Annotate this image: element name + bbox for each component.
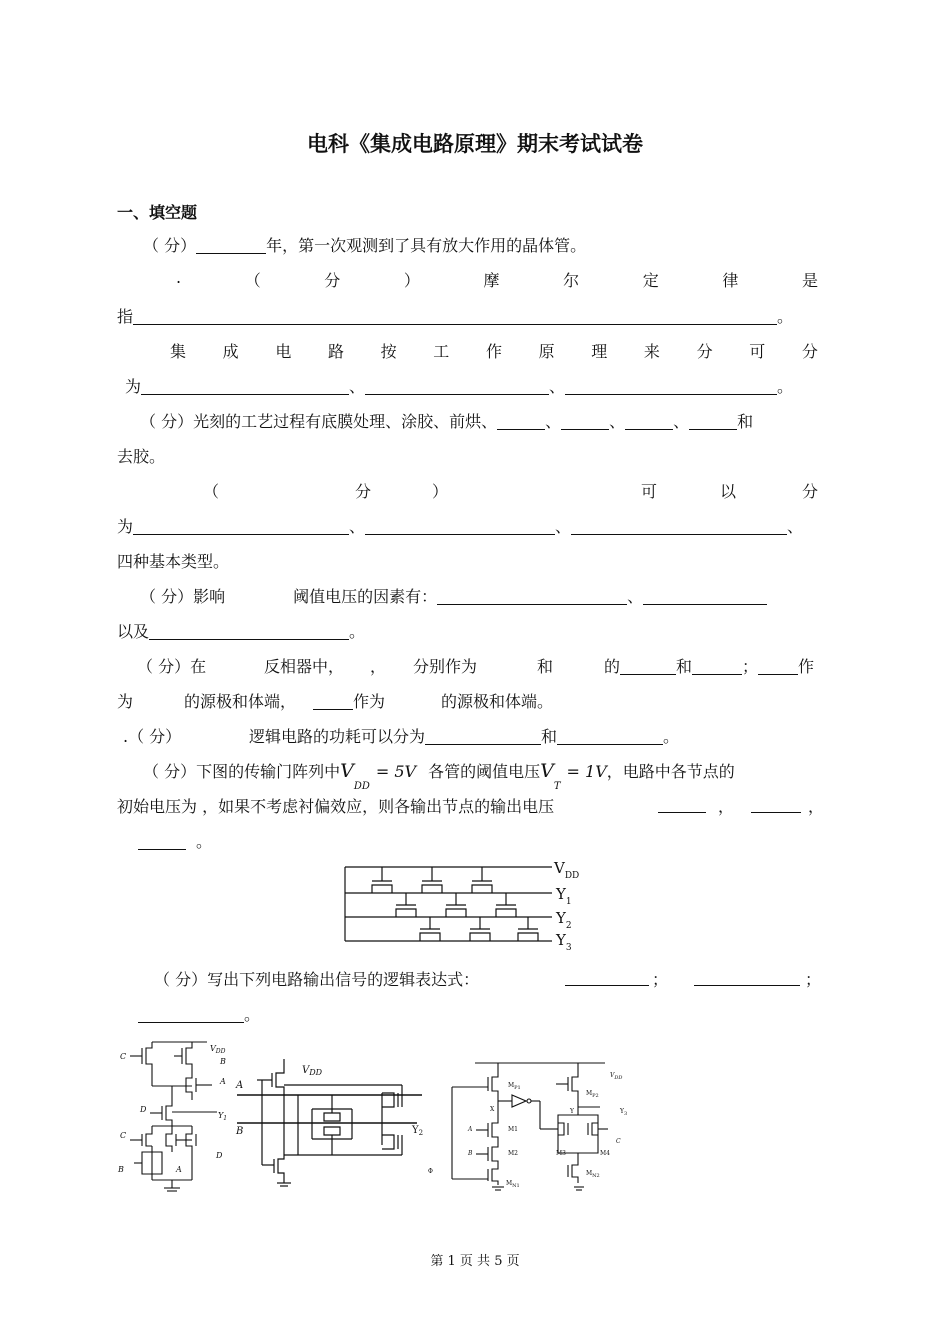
question-8: .（ 分） 逻辑电路的功耗可以分为 和 。 — [123, 727, 680, 746]
q3-char: 分 — [696, 342, 713, 361]
answer-blank[interactable] — [425, 726, 541, 745]
q3-char: 路 — [327, 342, 344, 361]
answer-blank[interactable] — [565, 967, 649, 986]
question-5-line-1: （ 分 ） 可 以 分 — [203, 482, 819, 501]
answer-blank[interactable] — [149, 621, 349, 640]
q3-char: 工 — [433, 342, 450, 361]
y1-label: $Y_1$ — [556, 885, 572, 907]
transmission-gate-y2-diagram — [232, 1055, 432, 1190]
answer-blank[interactable] — [689, 411, 737, 430]
input-b-label: B — [236, 1126, 244, 1137]
q3-char: 成 — [222, 342, 239, 361]
y3-label: $Y_3$ — [556, 931, 572, 953]
question-7-line-1: （ 分）在 反相器中， ， 分别作为 和 的 和 ； 作 — [137, 657, 815, 676]
question-6-line-2: 以及 。 — [117, 622, 366, 641]
vdd-label: $V_{DD}$ — [610, 1072, 623, 1081]
q3-char: 分 — [801, 342, 818, 361]
input-c-label: C — [616, 1138, 621, 1145]
domino-logic-y3-diagram — [428, 1057, 640, 1192]
question-9-blanks: ， ， — [0, 794, 950, 818]
svg-text:A: A — [176, 1165, 182, 1174]
question-7-line-2: 为 的源极和体端， 作为 的源极和体端。 — [117, 692, 554, 711]
answer-blank[interactable] — [133, 306, 777, 325]
transmission-gate-array-diagram — [330, 855, 590, 955]
answer-blank[interactable] — [437, 586, 627, 605]
answer-blank[interactable] — [643, 586, 767, 605]
question-3-line-1 — [170, 339, 818, 362]
answer-blank[interactable] — [692, 656, 742, 675]
mp2-label: $M_{P2}$ — [586, 1090, 599, 1099]
question-6-line-1: （ 分）影响 阈值电压的因素有： 、 — [140, 584, 767, 607]
answer-blank[interactable] — [625, 411, 673, 430]
node-x-label: X — [490, 1106, 495, 1113]
answer-blank[interactable] — [313, 691, 353, 710]
mn1-label: $M_{N1}$ — [506, 1180, 520, 1189]
svg-text:B: B — [118, 1165, 124, 1174]
answer-blank[interactable] — [561, 411, 609, 430]
answer-blank[interactable] — [565, 376, 777, 395]
y1-output-label: $Y_1$ — [218, 1111, 228, 1122]
q3-char: 来 — [643, 342, 660, 361]
vdd-label: $V_{DD}$ — [302, 1065, 323, 1077]
mp1-label: $M_{P1}$ — [508, 1082, 521, 1091]
answer-blank[interactable] — [365, 516, 555, 535]
question-5-line-2: 为 、 、 、 — [117, 517, 804, 536]
m2-label: M2 — [508, 1150, 518, 1157]
q3-char: 作 — [485, 342, 502, 361]
question-9-line-2: 初始电压为 ，如果不考虑衬偏效应，则各输出节点的输出电压 — [117, 797, 555, 816]
question-4-line-1: （ 分）光刻的工艺过程有底膜处理、涂胶、前烘、 、 、 、 和 — [140, 412, 754, 431]
y2-label: $Y_2$ — [556, 909, 572, 931]
question-1: （ 分） 年，第一次观测到了具有放大作用的晶体管。 — [143, 236, 587, 255]
q3-char: 集 — [170, 342, 187, 361]
answer-blank[interactable] — [138, 1004, 244, 1023]
input-c-label: C — [120, 1052, 127, 1061]
q3-char: 理 — [591, 342, 608, 361]
exam-title: 电科《集成电路原理》期末考试试卷 — [307, 132, 643, 156]
input-d-label: D — [140, 1105, 147, 1114]
question-10-line-2: 。 — [138, 1002, 260, 1025]
input-a-label: A — [220, 1077, 226, 1086]
section-fill-in-blank: 一、填空题 — [117, 203, 198, 222]
m1-label: M1 — [508, 1126, 518, 1133]
svg-text:C: C — [120, 1131, 127, 1140]
question-9-line-1: （ 分）下图的传输门阵列中$V_{DD}= 5V$ 各管的阈值电压$V_T= 1V$，电路中各节点的 — [143, 760, 735, 792]
answer-blank[interactable] — [138, 831, 186, 850]
answer-blank[interactable] — [196, 235, 266, 254]
answer-blank[interactable] — [694, 967, 800, 986]
answer-blank[interactable] — [658, 794, 706, 813]
q3-char: 按 — [380, 342, 397, 361]
input-a-label: A — [236, 1080, 244, 1091]
answer-blank[interactable] — [620, 656, 676, 675]
question-10-line-1: （ 分）写出下列电路输出信号的逻辑表达式： ； ； — [0, 967, 950, 991]
answer-blank[interactable] — [751, 794, 801, 813]
input-b-label: B — [468, 1150, 473, 1157]
question-5-line-3: 四种基本类型。 — [117, 552, 230, 571]
question-2-line-1: . （ 分 ） 摩 尔 定 律 是 — [176, 268, 818, 290]
svg-text:D: D — [216, 1151, 223, 1160]
question-4-line-2: 去胶。 — [117, 447, 166, 466]
y2-output-label: $Y_2$ — [412, 1125, 424, 1137]
mn2-label: $M_{N2}$ — [586, 1170, 600, 1179]
answer-blank[interactable] — [497, 411, 545, 430]
answer-blank[interactable] — [141, 376, 349, 395]
q3-char: 可 — [749, 342, 766, 361]
answer-blank[interactable] — [133, 516, 349, 535]
question-2-line-2: 指 。 — [117, 307, 794, 326]
answer-blank[interactable] — [571, 516, 787, 535]
q3-char: 原 — [538, 342, 555, 361]
q3-char: 电 — [275, 342, 292, 361]
input-b-label: B — [220, 1057, 226, 1066]
y3-output-label: $Y_3$ — [620, 1108, 628, 1117]
question-3-line-2: 为 、 、 。 — [125, 377, 794, 396]
vdd-label: $V_{DD}$ — [210, 1044, 226, 1055]
vdd-label: $V_{DD}$ — [554, 859, 580, 881]
m4-label: M4 — [600, 1150, 610, 1157]
cmos-circuit-y1-diagram — [112, 1034, 237, 1194]
page-footer: 第 1 页 共 5 页 — [430, 1254, 520, 1269]
node-y-label: Y — [570, 1108, 574, 1115]
answer-blank[interactable] — [365, 376, 549, 395]
answer-blank[interactable] — [758, 656, 798, 675]
input-a-label: A — [468, 1126, 473, 1133]
question-9-line-3: 。 — [138, 829, 212, 852]
m3-label: M3 — [556, 1150, 566, 1157]
answer-blank[interactable] — [557, 726, 663, 745]
clock-phi-label: Φ — [428, 1168, 433, 1175]
